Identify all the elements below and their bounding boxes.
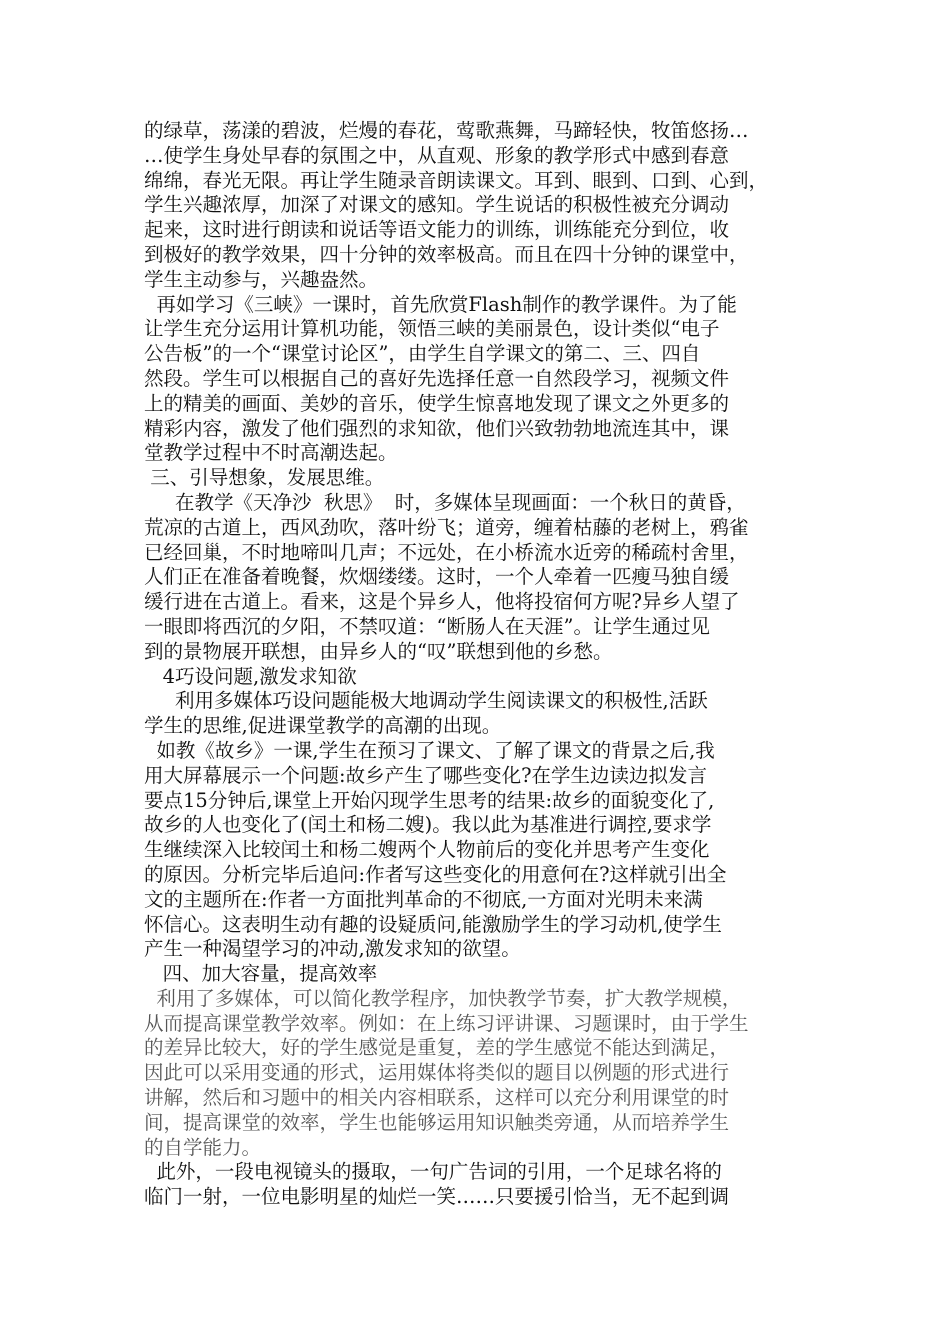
- text-line: 生继续深入比较闰土和杨二嫂两个人物前后的变化并思考产生变化: [144, 838, 710, 862]
- text-line: 让学生充分运用计算机功能，领悟三峡的美丽景色，设计类似“电子: [144, 317, 720, 341]
- text-line: 的原因。分析完毕后追问:作者写这些变化的用意何在?这样就引出全: [144, 862, 727, 886]
- text-line: 到的景物展开联想，由异乡人的“叹”联想到他的乡愁。: [144, 639, 613, 663]
- text-line: 然段。学生可以根据自己的喜好先选择任意一自然段学习，视频文件: [144, 366, 730, 390]
- text-line: 三、引导想象，发展思维。: [144, 466, 385, 490]
- text-line: 的差异比较大，好的学生感觉是重复，差的学生感觉不能达到满足，: [144, 1036, 730, 1060]
- text-line: 绵绵，春光无限。再让学生随录音朗读课文。耳到、眼到、口到、心到，: [144, 168, 769, 192]
- text-line: 的自学能力。: [144, 1135, 262, 1159]
- document-page: [144, 119, 824, 1210]
- text-line: 已经回巢，不时地啼叫几声；不远处，在小桥流水近旁的稀疏村舍里，: [144, 540, 749, 564]
- text-line: 利用多媒体巧设问题能极大地调动学生阅读课文的积极性,活跃: [144, 689, 708, 713]
- text-line: 再如学习《三峡》一课时，首先欣赏Flash制作的教学课件。为了能: [144, 292, 737, 316]
- text-line: 一眼即将西沉的夕阳，不禁叹道：“断肠人在天涯”。让学生通过见: [144, 614, 710, 638]
- text-line: 因此可以采用变通的形式，运用媒体将类似的题目以例题的形式进行: [144, 1061, 730, 1085]
- text-line: 学生的思维,促进课堂教学的高潮的出现。: [144, 714, 502, 738]
- text-line: 间，提高课堂的效率，学生也能够运用知识触类旁通，从而培养学生: [144, 1110, 730, 1134]
- text-line: 起来，这时进行朗读和说话等语文能力的训练，训练能充分到位，收: [144, 218, 730, 242]
- text-line: 文的主题所在:作者一方面批判革命的不彻底,一方面对光明未来满: [144, 887, 703, 911]
- text-line: 上的精美的画面、美妙的音乐，使学生惊喜地发现了课文之外更多的: [144, 391, 730, 415]
- text-line: 用大屏幕展示一个问题:故乡产生了哪些变化?在学生边读边拟发言: [144, 763, 708, 787]
- text-line: 到极好的教学效果，四十分钟的效率极高。而且在四十分钟的课堂中，: [144, 242, 749, 266]
- text-line: 四、加大容量，提高效率: [144, 962, 378, 986]
- text-line: 4巧设问题,激发求知欲: [144, 664, 357, 688]
- text-line: 如教《故乡》一课,学生在预习了课文、了解了课文的背景之后,我: [144, 738, 715, 762]
- text-line: 学生兴趣浓厚，加深了对课文的感知。学生说话的积极性被充分调动: [144, 193, 730, 217]
- text-line: 产生一种渴望学习的冲动,激发求知的欲望。: [144, 937, 521, 961]
- text-line: …使学生身处早春的氛围之中，从直观、形象的教学形式中感到春意: [144, 143, 730, 167]
- text-line: 学生主动参与，兴趣盎然。: [144, 267, 379, 291]
- text-line: 要点15分钟后,课堂上开始闪现学生思考的结果:故乡的面貌变化了,: [144, 788, 715, 812]
- text-line: 荒凉的古道上，西风劲吹，落叶纷飞；道旁，缠着枯藤的老树上，鸦雀: [144, 515, 749, 539]
- text-line: 讲解，然后和习题中的相关内容相联系，这样可以充分利用课堂的时: [144, 1086, 730, 1110]
- text-line: 精彩内容，激发了他们强烈的求知欲，他们兴致勃勃地流连其中，课: [144, 416, 730, 440]
- text-line: 在教学《天净沙 秋思》 时，多媒体呈现画面：一个秋日的黄昏，: [144, 490, 746, 514]
- text-line: 此外，一段电视镜头的摄取，一句广告词的引用，一个足球名将的: [144, 1160, 722, 1184]
- text-line: 故乡的人也变化了(闰土和杨二嫂)。我以此为基准进行调控,要求学: [144, 813, 712, 837]
- text-line: 公告板”的一个“课堂讨论区”，由学生自学课文的第二、三、四自: [144, 342, 701, 366]
- text-line: 缓行进在古道上。看来，这是个异乡人，他将投宿何方呢?异乡人望了: [144, 590, 740, 614]
- text-line: 的绿草，荡漾的碧波，烂熳的春花，莺歌燕舞，马蹄轻快，牧笛悠扬…: [144, 119, 749, 142]
- text-line: 临门一射，一位电影明星的灿烂一笑……只要援引恰当，无不起到调: [144, 1185, 730, 1209]
- text-line: 利用了多媒体，可以简化教学程序，加快教学节奏，扩大教学规模，: [144, 986, 742, 1010]
- text-line: 堂教学过程中不时高潮迭起。: [144, 441, 398, 465]
- text-line: 从而提高课堂教学效率。例如：在上练习评讲课、习题课时，由于学生: [144, 1011, 749, 1035]
- text-line: 人们正在准备着晚餐，炊烟缕缕。这时，一个人牵着一匹瘦马独自缓: [144, 565, 730, 589]
- text-line: 怀信心。这表明生动有趣的设疑质问,能激励学生的学习动机,使学生: [144, 912, 722, 936]
